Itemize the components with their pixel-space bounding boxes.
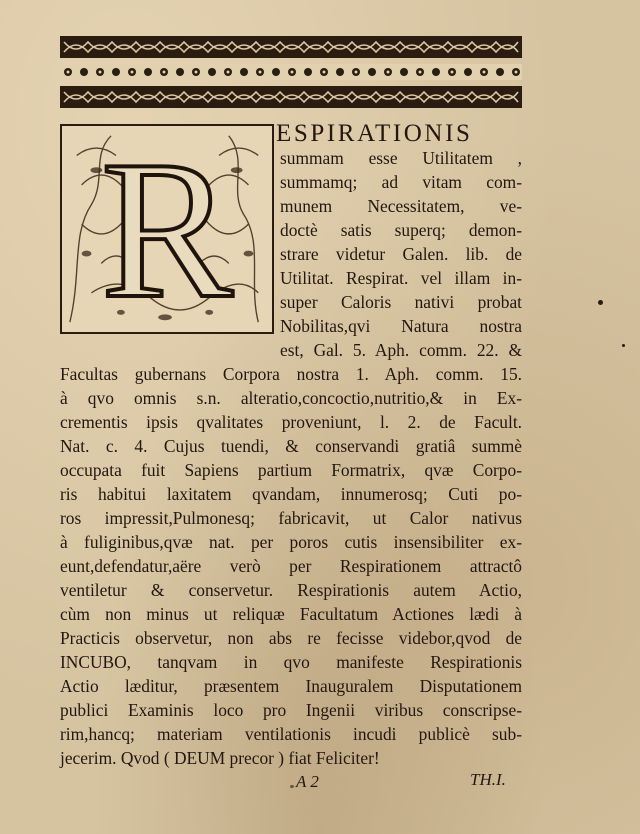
text-line: Utilitat. Respirat. vel illam in- — [280, 268, 522, 288]
text-line: Actio læditur, præsentem Inauguralem Disputationem — [60, 676, 522, 696]
text-line: Nat. c. 4. Cujus tuendi, & conservandi gratiâ summè — [60, 436, 522, 456]
text-line: Facultas gubernans Corpora nostra 1. Aph. comm. 15. — [60, 364, 522, 384]
text-line: rim,hancq; materiam ventilationis incudi publicè sub- — [60, 724, 522, 744]
decorated-initial — [60, 124, 274, 334]
text-line: INCUBO, tanqvam in qvo manifeste Respirationis — [60, 652, 522, 672]
text-line: occupata fuit Sapiens partium Formatrix, qvæ Corpo- — [60, 460, 522, 480]
text-line: munem Necessitatem, ve- — [280, 196, 522, 216]
text-line: jecerim. Qvod ( DEUM precor ) fiat Feliciter! — [60, 748, 380, 768]
text-line: eunt,defendatur,aëre verò per Respirationem attractô — [60, 556, 522, 576]
paper-speck — [290, 785, 294, 788]
text-line: ventiletur & conservetur. Respirationis autem Actio, — [60, 580, 522, 600]
text-line: ros impressit,Pulmonesq; fabricavit, ut Calor nativus — [60, 508, 522, 528]
initial-letter: R — [100, 124, 234, 334]
text-line: publici Examinis loco pro Ingenii viribus conscripse- — [60, 700, 522, 720]
text-line: ris habitui laxitatem qvandam, innumerosq; Cuti po- — [60, 484, 522, 504]
signature-mark: A 2 — [296, 772, 319, 791]
heading-word: ESPIRATIONIS — [276, 120, 473, 147]
paper-speck — [622, 344, 625, 347]
text-line: doctè satis superq; demon- — [280, 220, 522, 240]
text-line: Practicis observetur, non abs re fecisse videbor,qvod de — [60, 628, 522, 648]
text-line: Nobilitas,qvi Natura nostra — [280, 316, 522, 336]
decorative-headpiece — [60, 36, 522, 108]
text-line: à qvo omnis s.n. alteratio,concoctio,nutritio,& in Ex- — [60, 388, 522, 408]
text-line: super Caloris nativi probat — [280, 292, 522, 312]
ornament-row-top — [60, 36, 522, 58]
text-line: est, Gal. 5. Aph. comm. 22. & — [280, 340, 522, 360]
text-line: crementis ipsis qvalitates proveniunt, l. 2. de Facult. — [60, 412, 522, 432]
text-line: summamq; ad vitam com- — [280, 172, 522, 192]
text-line: cùm non minus ut reliquæ Facultatum Actiones lædi à — [60, 604, 522, 624]
text-line: à fuliginibus,qvæ nat. per poros cutis insensibiliter ex- — [60, 532, 522, 552]
text-line: strare videtur Galen. lib. de — [280, 244, 522, 264]
text-line: summam esse Utilitatem , — [280, 148, 522, 168]
ornament-row-bottom — [60, 86, 522, 108]
ornament-row-middle — [60, 64, 522, 80]
catchword: TH.I. — [470, 770, 506, 789]
paper-speck — [598, 300, 603, 305]
